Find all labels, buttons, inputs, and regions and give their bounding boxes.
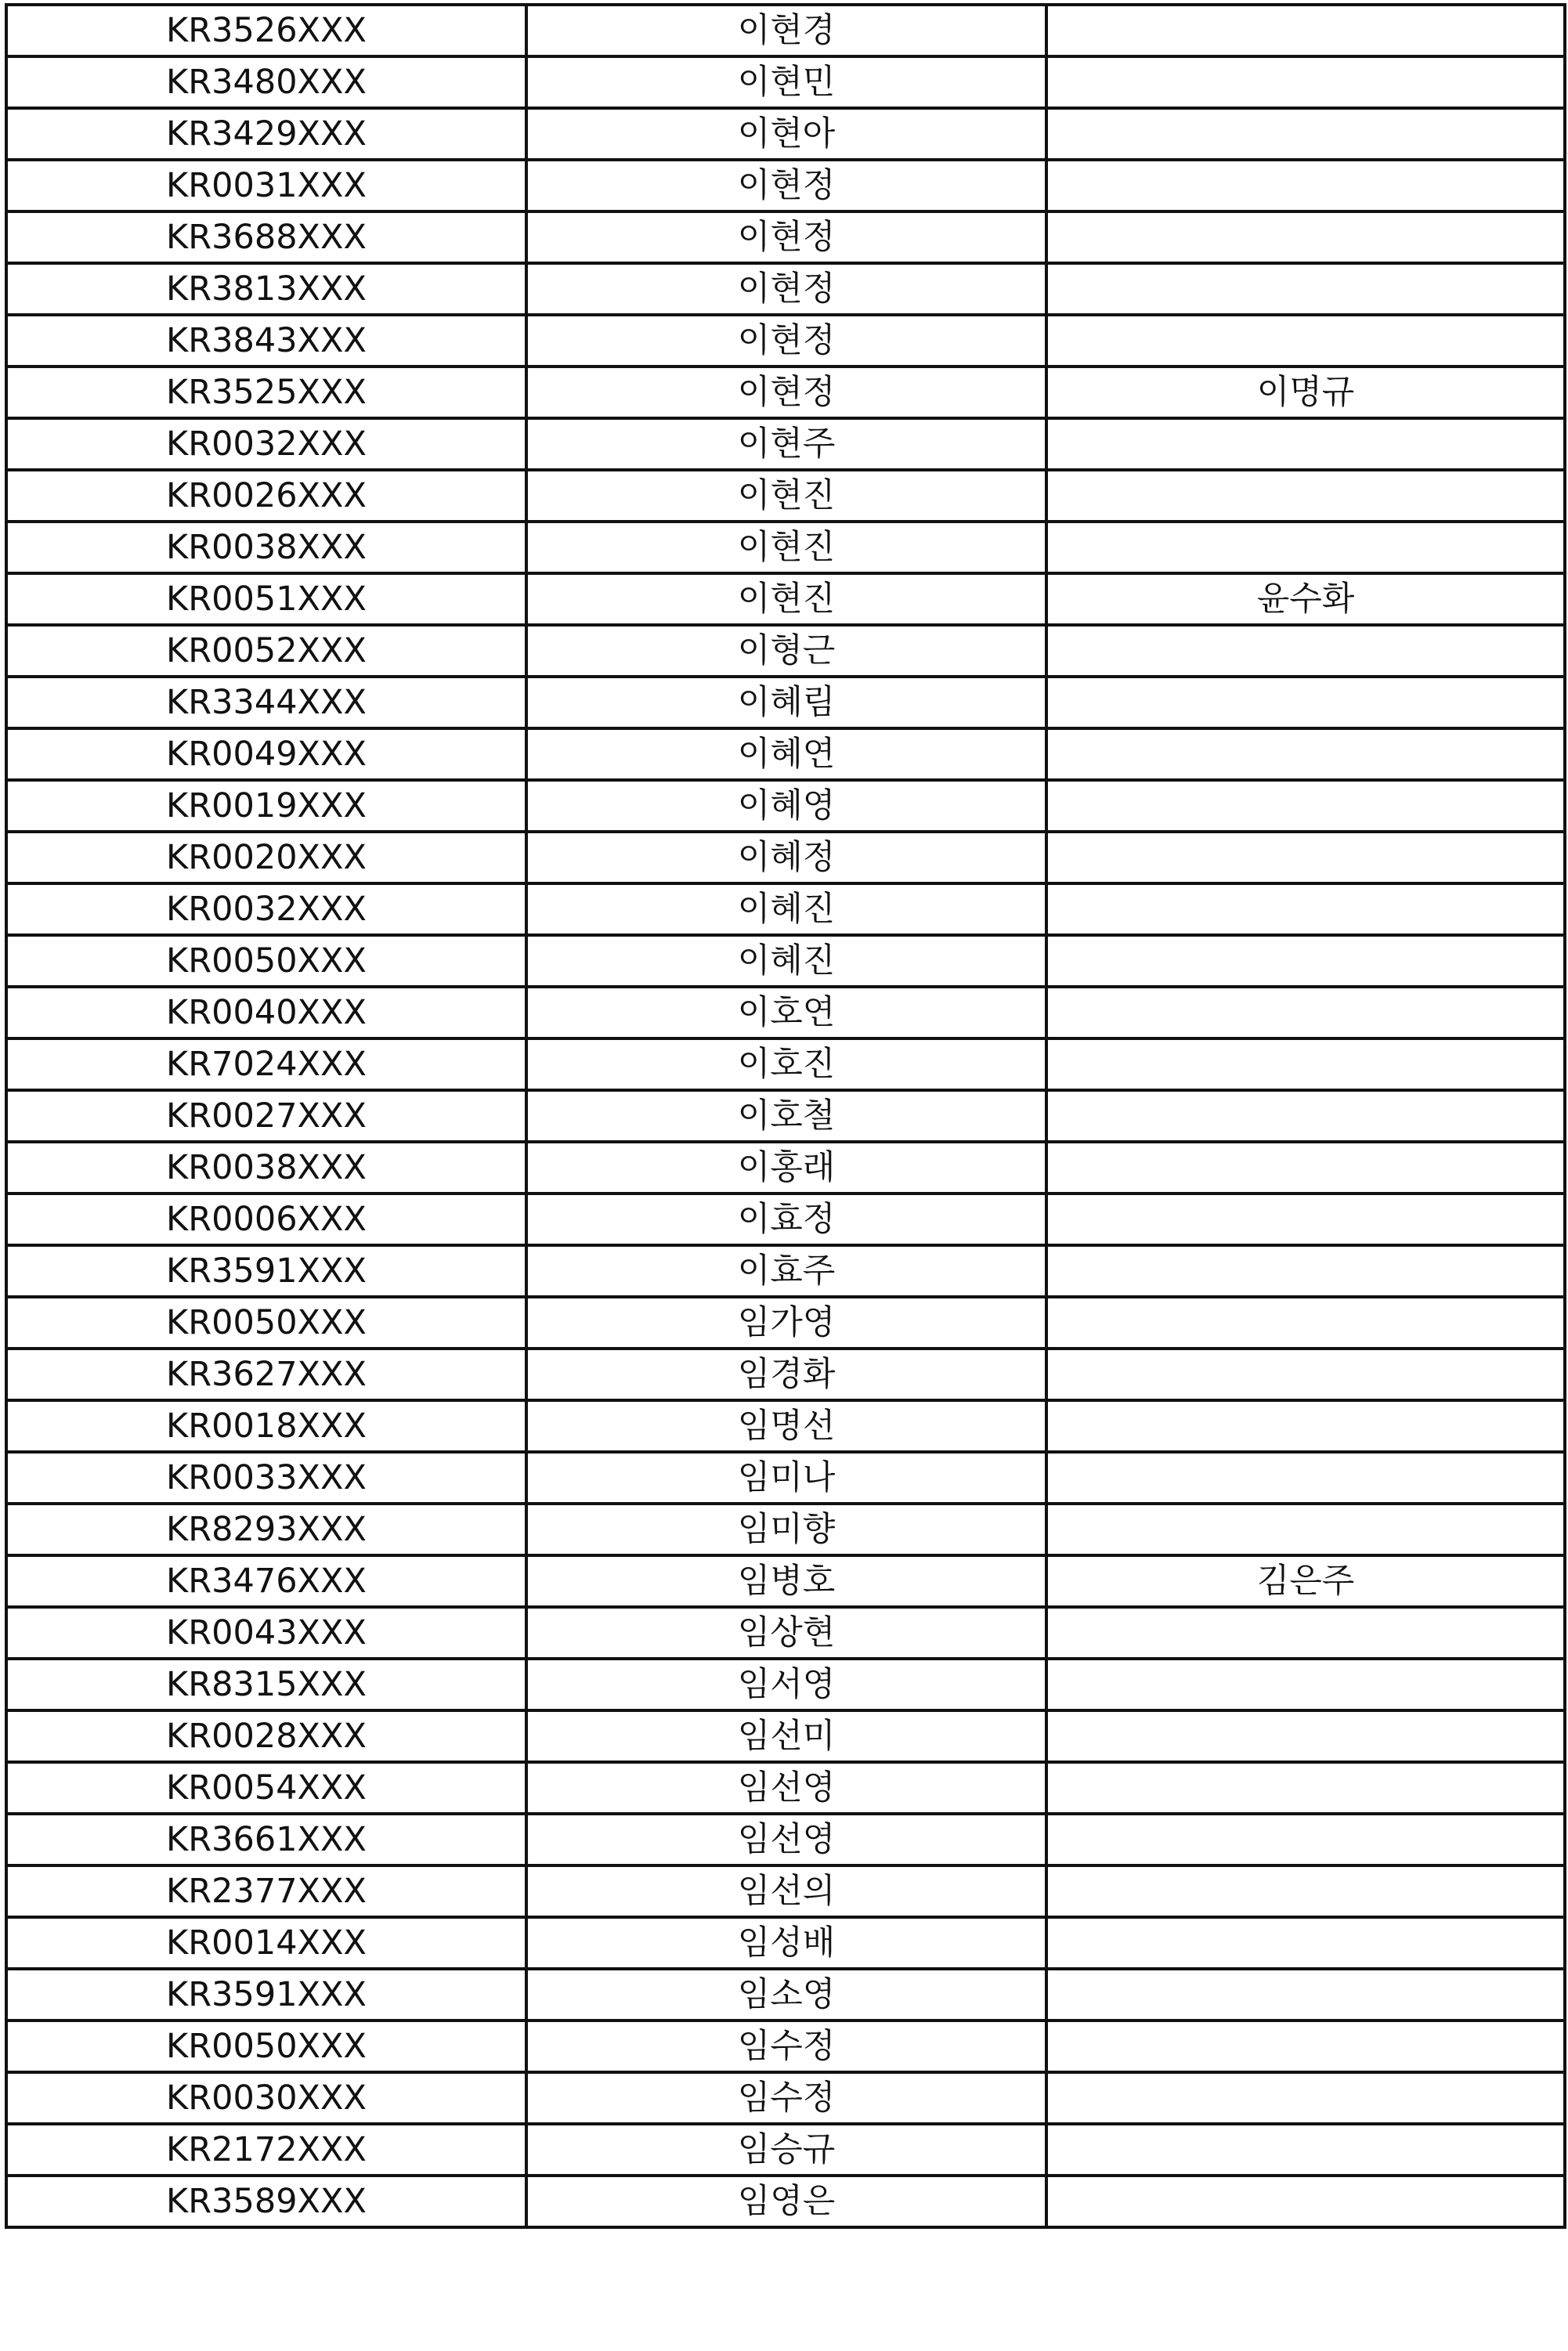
name-cell: 임수정 [526,2021,1046,2072]
extra-cell [1046,2021,1565,2072]
id-cell: KR0050XXX [6,1297,526,1349]
table-row [6,728,1565,780]
id-cell: KR0038XXX [6,522,526,573]
name-cell: 이효주 [526,1245,1046,1297]
extra-cell [1046,1762,1565,1814]
table-row [6,677,1565,728]
table-row [6,2124,1565,2176]
id-cell: KR3525XXX [6,367,526,418]
name-cell: 임선미 [526,1710,1046,1762]
extra-cell [1046,1865,1565,1917]
extra-cell [1046,625,1565,677]
extra-cell [1046,263,1565,315]
extra-cell [1046,1400,1565,1452]
name-cell: 이현정 [526,160,1046,211]
name-cell: 이현아 [526,108,1046,160]
name-cell: 임미나 [526,1452,1046,1504]
name-cell: 이호연 [526,987,1046,1038]
extra-cell [1046,1917,1565,1969]
name-cell: 이현경 [526,5,1046,56]
table-row [6,418,1565,470]
name-cell: 이효정 [526,1194,1046,1245]
name-cell: 이현정 [526,211,1046,263]
extra-cell [1046,987,1565,1038]
table-row [6,1865,1565,1917]
id-cell: KR3429XXX [6,108,526,160]
extra-cell [1046,2176,1565,2227]
extra-cell [1046,1969,1565,2021]
id-cell: KR0054XXX [6,1762,526,1814]
name-cell: 이혜진 [526,883,1046,935]
name-cell: 이현진 [526,522,1046,573]
name-cell: 이혜영 [526,780,1046,832]
id-cell: KR0014XXX [6,1917,526,1969]
id-cell: KR3688XXX [6,211,526,263]
table-row [6,1555,1565,1607]
name-cell: 이혜정 [526,832,1046,883]
table-row [6,1917,1565,1969]
name-cell: 이현정 [526,315,1046,367]
name-cell: 임수정 [526,2072,1046,2124]
id-cell: KR0027XXX [6,1090,526,1142]
id-cell: KR0049XXX [6,728,526,780]
table-row [6,832,1565,883]
name-cell: 이홍래 [526,1142,1046,1194]
id-cell: KR0033XXX [6,1452,526,1504]
table-row [6,1349,1565,1400]
table-row [6,315,1565,367]
extra-cell [1046,832,1565,883]
extra-cell [1046,1038,1565,1090]
table-row [6,263,1565,315]
id-cell: KR0018XXX [6,1400,526,1452]
table-row [6,987,1565,1038]
table-row [6,5,1565,56]
extra-cell [1046,470,1565,522]
table-row [6,108,1565,160]
name-cell: 임성배 [526,1917,1046,1969]
name-cell: 임영은 [526,2176,1046,2227]
id-cell: KR0031XXX [6,160,526,211]
extra-cell [1046,728,1565,780]
extra-cell [1046,780,1565,832]
name-cell: 임미향 [526,1504,1046,1555]
id-cell: KR3589XXX [6,2176,526,2227]
id-cell: KR0051XXX [6,573,526,625]
table-row [6,1090,1565,1142]
name-cell: 임병호 [526,1555,1046,1607]
extra-cell [1046,5,1565,56]
table-row [6,625,1565,677]
id-cell: KR7024XXX [6,1038,526,1090]
id-cell: KR0019XXX [6,780,526,832]
name-cell: 임선의 [526,1865,1046,1917]
id-cell: KR3526XXX [6,5,526,56]
extra-cell [1046,1504,1565,1555]
id-cell: KR0030XXX [6,2072,526,2124]
extra-cell [1046,2072,1565,2124]
name-cell: 임가영 [526,1297,1046,1349]
extra-cell: 김은주 [1046,1555,1565,1607]
name-cell: 이혜림 [526,677,1046,728]
extra-cell [1046,1194,1565,1245]
id-cell: KR8315XXX [6,1659,526,1710]
roster-table [5,3,1566,2229]
id-cell: KR3591XXX [6,1245,526,1297]
extra-cell [1046,211,1565,263]
extra-cell [1046,1245,1565,1297]
id-cell: KR3661XXX [6,1814,526,1865]
id-cell: KR0020XXX [6,832,526,883]
extra-cell [1046,677,1565,728]
name-cell: 임선영 [526,1814,1046,1865]
roster-table-body [6,5,1565,2227]
table-row [6,160,1565,211]
extra-cell [1046,108,1565,160]
id-cell: KR0040XXX [6,987,526,1038]
id-cell: KR8293XXX [6,1504,526,1555]
id-cell: KR0028XXX [6,1710,526,1762]
table-row [6,522,1565,573]
name-cell: 임승규 [526,2124,1046,2176]
extra-cell [1046,160,1565,211]
id-cell: KR3344XXX [6,677,526,728]
name-cell: 임서영 [526,1659,1046,1710]
name-cell: 이형근 [526,625,1046,677]
extra-cell [1046,315,1565,367]
id-cell: KR3627XXX [6,1349,526,1400]
roster-sheet [5,3,1563,2229]
table-row [6,1659,1565,1710]
name-cell: 이혜진 [526,935,1046,987]
extra-cell [1046,1452,1565,1504]
table-row [6,1762,1565,1814]
id-cell: KR0050XXX [6,2021,526,2072]
id-cell: KR0050XXX [6,935,526,987]
table-row [6,2072,1565,2124]
extra-cell [1046,418,1565,470]
extra-cell: 이명규 [1046,367,1565,418]
id-cell: KR0032XXX [6,883,526,935]
table-row [6,211,1565,263]
table-row [6,2021,1565,2072]
id-cell: KR0052XXX [6,625,526,677]
name-cell: 이호진 [526,1038,1046,1090]
table-row [6,470,1565,522]
extra-cell [1046,1659,1565,1710]
table-row [6,2176,1565,2227]
name-cell: 이현진 [526,470,1046,522]
id-cell: KR3480XXX [6,56,526,108]
extra-cell [1046,522,1565,573]
name-cell: 임선영 [526,1762,1046,1814]
name-cell: 이현진 [526,573,1046,625]
id-cell: KR3591XXX [6,1969,526,2021]
table-row [6,1400,1565,1452]
id-cell: KR0032XXX [6,418,526,470]
id-cell: KR3813XXX [6,263,526,315]
id-cell: KR0038XXX [6,1142,526,1194]
id-cell: KR2377XXX [6,1865,526,1917]
table-row [6,1038,1565,1090]
extra-cell [1046,1297,1565,1349]
extra-cell: 윤수화 [1046,573,1565,625]
table-row [6,1607,1565,1659]
table-row [6,1969,1565,2021]
name-cell: 이현주 [526,418,1046,470]
table-row [6,1814,1565,1865]
extra-cell [1046,1349,1565,1400]
extra-cell [1046,883,1565,935]
extra-cell [1046,1607,1565,1659]
id-cell: KR0043XXX [6,1607,526,1659]
table-row [6,780,1565,832]
table-row [6,573,1565,625]
table-row [6,1245,1565,1297]
id-cell: KR3843XXX [6,315,526,367]
id-cell: KR0006XXX [6,1194,526,1245]
table-row [6,1504,1565,1555]
table-row [6,1710,1565,1762]
name-cell: 이혜연 [526,728,1046,780]
name-cell: 임경화 [526,1349,1046,1400]
table-row [6,56,1565,108]
id-cell: KR3476XXX [6,1555,526,1607]
extra-cell [1046,935,1565,987]
extra-cell [1046,56,1565,108]
id-cell: KR2172XXX [6,2124,526,2176]
table-row [6,883,1565,935]
name-cell: 이현민 [526,56,1046,108]
name-cell: 임소영 [526,1969,1046,2021]
name-cell: 이호철 [526,1090,1046,1142]
name-cell: 이현정 [526,367,1046,418]
table-row [6,1452,1565,1504]
id-cell: KR0026XXX [6,470,526,522]
extra-cell [1046,1090,1565,1142]
name-cell: 이현정 [526,263,1046,315]
name-cell: 임상현 [526,1607,1046,1659]
table-row [6,367,1565,418]
extra-cell [1046,1814,1565,1865]
table-row [6,1142,1565,1194]
extra-cell [1046,1142,1565,1194]
table-row [6,935,1565,987]
table-row [6,1194,1565,1245]
name-cell: 임명선 [526,1400,1046,1452]
extra-cell [1046,1710,1565,1762]
extra-cell [1046,2124,1565,2176]
table-row [6,1297,1565,1349]
